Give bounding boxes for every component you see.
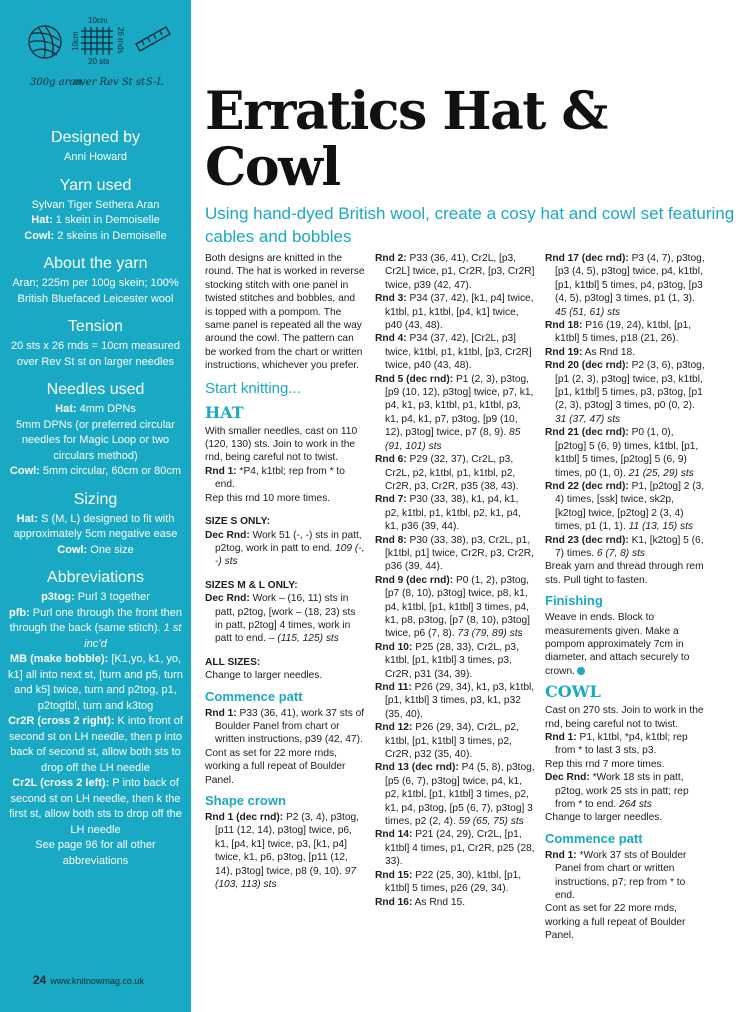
- sizing-title: Sizing: [73, 490, 118, 508]
- commence-rnd-1: Rnd 1: P33 (36, 41), work 37 sts of Boulder Panel from chart or written instructions, p39 (42, 47).: [205, 707, 365, 746]
- round-instruction: Rnd 13 (dec rnd): P4 (5, 8), p3tog, [p5 (6, 7), p3tog] twice, p4, k1, p2, k1tbl, [p1, k1tbl] 3 times, p2, k1, p4, p3tog, [p5 (6, 7), p3tog] 3 times, p2 (2, 4). 59 (65, 75) sts: [375, 762, 535, 828]
- needles-title: Needles used: [46, 381, 145, 398]
- page-title: Erratics Hat & Cowl: [205, 81, 607, 198]
- yarn-weight-caption: 300g aran: [30, 77, 82, 88]
- cowl-cast-on: Cast on 270 sts. Join to work in the rnd, being careful not to twist.: [545, 705, 704, 730]
- column-3: [545, 252, 705, 943]
- gauge-right-label: 26 rnds: [116, 27, 125, 54]
- round-instruction: Rnd 14: P21 (24, 29), Cr2L, [p1, k1tbl] 4 times, p1, Cr2R, p25 (28, 33).: [375, 829, 535, 868]
- stitch-caption: over Rev St st: [74, 77, 146, 88]
- round-instruction: Rnd 12: P26 (29, 34), Cr2L, p2, k1tbl, [p1, k1tbl] 3 times, p2, Cr2R, p32 (35, 40).: [375, 722, 519, 761]
- about-yarn-title: About the yarn: [43, 255, 148, 272]
- start-knitting-heading: Start knitting...: [205, 379, 301, 397]
- abbr-item: pfb: Purl one through the front then through the back (same stitch). 1 st inc’d: [8, 606, 183, 650]
- tension-title: Tension: [67, 318, 124, 335]
- cowl-change-needles: Change to larger needles.: [545, 812, 663, 824]
- size-ml-heading: SIZES M & L ONLY:: [205, 579, 298, 591]
- commence-patt-heading: Commence patt: [205, 688, 303, 704]
- round-instruction: Rnd 6: P29 (32, 37), Cr2L, p3, Cr2L, p2, k1tbl, p1, k1tbl, p2, Cr2R, p3, Cr2R, p35 (38, 43).: [375, 454, 519, 492]
- round-instruction: Rnd 17 (dec rnd): P3 (4, 7), p3tog, [p3 (4, 5), p3tog] twice, p4, k1tbl, [p1, k1tbl] 5 times, p4, p3tog, [p3 (4, 5), p3tog] 3 times, p1 (1, 3). 45 (51, 61) sts: [545, 253, 705, 318]
- yarn-name: Sylvan Tiger Sethera Aran: [31, 198, 160, 211]
- size-caption: S-L: [146, 77, 164, 88]
- cowl-commence-rnd-1: Rnd 1: *Work 37 sts of Boulder Panel from chart or written instructions, p7; rep from * to end.: [545, 849, 687, 902]
- round-instruction: Rnd 5 (dec rnd): P1 (2, 3), p3tog, [p9 (10, 12), p3tog] twice, p7, k1, p4, k1, p3, k1tbl, p1, k1tbl, p3, k1, p4, k1, p7, p3tog, [p9 (10, 12), p3tog] twice, p7 (8, 9). 85 (91, 101) sts: [375, 373, 534, 452]
- column-2: [375, 252, 535, 909]
- round-instruction: Rnd 10: P25 (28, 33), Cr2L, p3, k1tbl, [p1, k1tbl] 3 times, p3, Cr2R, p31 (34, 39).: [375, 641, 519, 680]
- page-folio: [33, 973, 144, 987]
- gauge-left-label: 10cm: [71, 31, 80, 51]
- size-s-heading: SIZE S ONLY:: [205, 516, 271, 528]
- pattern-info-icons: [0, 0, 191, 110]
- round-instruction: Rnd 15: P22 (25, 30), k1tbl, [p1, k1tbl] 5 times, p26 (29, 34).: [375, 869, 522, 895]
- abbreviations-list: [0, 590, 191, 869]
- designed-by-title: Designed by: [51, 129, 140, 146]
- round-instruction: Rnd 9 (dec rnd): P0 (1, 2), p3tog, [p7 (8, 10), p3tog] twice, p8, k1, p4, k1tbl, [p1, k1tbl] 3 times, p4, k1, p8, p3tog, [p7 (8, 10), p3tog] twice, p6 (7, 8). 73 (79, 89) sts: [375, 574, 530, 640]
- tension-body: 20 sts x 26 rnds = 10cm measured over Rev St st on larger needles: [10, 340, 181, 368]
- yarn-ball-icon: [29, 26, 61, 58]
- round-instruction: Rnd 3: P34 (37, 42), [k1, p4] twice, k1tbl, p1, k1tbl, [p4, k1] twice, p40 (43, 48).: [375, 293, 534, 332]
- cowl-dec: Dec Rnd: *Work 18 sts in patt, p2tog, work 25 sts in patt; rep from * to end. 264 sts: [545, 772, 689, 811]
- round-instruction: Rnd 11: P26 (29, 34), k1, p3, k1tbl, [p1, k1tbl] 3 times, p3, k1, p32 (35, 40).: [375, 682, 535, 720]
- hat-cast-on: With smaller needles, cast on 110 (120, 130) sts. Join to work in the rnd, being careful not to twist.: [205, 425, 358, 464]
- see-page-note: See page 96 for all other abbreviations: [35, 839, 156, 867]
- about-yarn-body: Aran; 225m per 100g skein; 100% British Bluefaced Leicester wool: [12, 277, 179, 305]
- break-yarn: Break yarn and thread through rem sts. Pull tight to fasten.: [545, 561, 704, 586]
- intro-text: Both designs are knitted in the round. The hat is worked in reverse stocking stitch with one panel in twisted stitches and bobbles, and is topped with a pompom. The same panel is repeated all the way around the cowl. The pattern can be worked from the chart or written instructions, whichever you prefer.: [205, 253, 365, 372]
- yarn-cowl: Cowl: 2 skeins in Demoiselle: [24, 229, 167, 242]
- round-instruction: Rnd 16: As Rnd 15.: [375, 896, 466, 908]
- tape-measure-icon: [136, 27, 170, 51]
- round-instruction: Rnd 20 (dec rnd): P2 (3, 6), p3tog, [p1 (2, 3), p3tog] twice, p3, k1tbl, [p1, k1tbl] 5 times, p3, p3tog, [p1 (2, 3), p3tog] 3 times, p0 (0, 2). 31 (37, 47) sts: [545, 360, 705, 425]
- round-instruction: Rnd 21 (dec rnd): P0 (1, 0), [p2tog] 5 (6, 9) times, k1tbl, [p1, k1tbl] 5 times, [p2tog] 5 (6, 9) times, p0 (1, 0). 21 (25, 29) sts: [545, 427, 699, 479]
- cowl-rep: Rep this rnd 7 more times.: [545, 758, 665, 770]
- hat-rep: Rep this rnd 10 more times.: [205, 492, 331, 504]
- round-instruction: Rnd 4: P34 (37, 42), [Cr2L, p3] twice, k1tbl, p1, k1tbl, [p3, Cr2R] twice, p40 (43, 48).: [375, 333, 532, 372]
- change-needles: Change to larger needles.: [205, 670, 323, 682]
- page-subtitle: Using hand-dyed British wool, create a cosy hat and cowl set featuring cables and bobbles: [205, 204, 735, 246]
- cowl-commence-cont: Cont as set for 22 more rnds, working a full repeat of Boulder Panel.: [545, 903, 686, 942]
- all-sizes-heading: ALL SIZES:: [205, 656, 261, 668]
- round-instruction: Rnd 19: As Rnd 18.: [545, 346, 636, 358]
- yarn-used-body: [0, 198, 191, 245]
- size-s-dec: Dec Rnd: Work 51 (-, -) sts in patt, p2tog, work in patt to end. 109 (-, -) sts: [205, 529, 365, 568]
- abbr-item: Cr2R (cross 2 right): K into front of second st on LH needle, then p into back of second st, allow both sts to drop off the LH needle: [8, 715, 183, 774]
- size-ml-dec: Dec Rnd: Work – (16, 11) sts in patt, p2tog, [work – (18, 23) sts in patt, p2tog] 4 times, work in patt to end. – (115, 125) sts: [205, 593, 356, 645]
- abbr-item: MB (make bobble): [K1,yo, k1, yo, k1] all into next st, [turn and p5, turn and k5] twice, turn and p2tog, p1, p2togtbl, turn and k3tog: [8, 653, 183, 712]
- end-mark-icon: [577, 667, 585, 675]
- pattern-details: [0, 118, 191, 869]
- hat-heading: HAT: [205, 402, 244, 422]
- shape-crown-heading: Shape crown: [205, 793, 286, 808]
- cowl-heading: COWL: [545, 682, 601, 702]
- page-number: 24: [33, 973, 47, 987]
- needles-body: Hat: 4mm DPNs 5mm DPNs (or preferred circular needles for Magic Loop or two circulars method) Cowl: 5mm circular, 60cm or 80cm: [9, 403, 182, 477]
- finishing-text: Weave in ends. Block to measurements given. Make a pompom approximately 7cm in diameter, and attach securely to crown.: [545, 612, 690, 677]
- abbr-item: p3tog: Purl 3 together: [41, 591, 150, 603]
- round-instruction: Rnd 23 (dec rnd): K1, [k2tog] 5 (6, 7) times. 6 (7, 8) sts: [545, 534, 704, 559]
- column-1: [205, 252, 365, 891]
- sizing-body: Hat: S (M, L) designed to fit with approximately 5cm negative ease Cowl: One size: [13, 512, 178, 556]
- info-sidebar: [0, 0, 191, 1012]
- round-instruction: Rnd 8: P30 (33, 38), p3, Cr2L, p1, [k1tbl, p1] twice, Cr2R, p3, Cr2R, p36 (39, 44).: [375, 534, 534, 573]
- abbr-item: Cr2L (cross 2 left): P into back of second st on LH needle, then k the first st, allow both sts to drop off the LH needle: [9, 777, 182, 836]
- commence-cont: Cont as set for 22 more rnds, working a full repeat of Boulder Panel.: [205, 747, 346, 786]
- round-instruction: Rnd 7: P30 (33, 38), k1, p4, k1, p2, k1tbl, p1, k1tbl, p2, k1, p4, k1, p36 (39, 44).: [375, 494, 521, 533]
- round-instruction: Rnd 22 (dec rnd): P1, [p2tog] 2 (3, 4) times, [ssk] twice, sk2p, [k2tog] twice, [p2tog] 2 (3, 4) times, p1 (1, 1). 11 (13, 15) sts: [545, 480, 705, 533]
- round-instruction: Rnd 2: P33 (36, 41), Cr2L, [p3, Cr2L] twice, p1, Cr2R, [p3, Cr2R] twice, p39 (42, 47).: [375, 253, 535, 291]
- website-url: www.knitnowmag.co.uk: [50, 976, 144, 986]
- designer-name: Anni Howard: [64, 151, 127, 163]
- gauge-swatch-icon: [81, 27, 113, 55]
- cowl-rnd-1: Rnd 1: P1, k1tbl, *p4, k1tbl; rep from * to last 3 sts, p3.: [545, 732, 688, 757]
- round-instruction: Rnd 18: P16 (19, 24), k1tbl, [p1, k1tbl] 5 times, p18 (21, 26).: [545, 320, 692, 345]
- yarn-used-title: Yarn used: [59, 176, 132, 194]
- gauge-bottom-label: 20 sts: [88, 57, 110, 66]
- crown-rnd-1: Rnd 1 (dec rnd): P2 (3, 4), p3tog, [p11 (12, 14), p3tog] twice, p6, k1, [p4, k1] twice, p3, [k1, p4] twice, k1, p6, p3tog, [p11 (12, 14), p3tog] twice, p8 (9, 10). 97 (103, 113) sts: [205, 812, 360, 891]
- cowl-commence-heading: Commence patt: [545, 830, 643, 846]
- yarn-hat: Hat: 1 skein in Demoiselle: [31, 214, 160, 226]
- hat-rnd-1: Rnd 1: *P4, k1tbl; rep from * to end.: [205, 465, 345, 491]
- finishing-heading: Finishing: [545, 593, 603, 609]
- abbreviations-title: Abbreviations: [47, 569, 144, 586]
- gauge-top-label: 10cm: [88, 16, 108, 25]
